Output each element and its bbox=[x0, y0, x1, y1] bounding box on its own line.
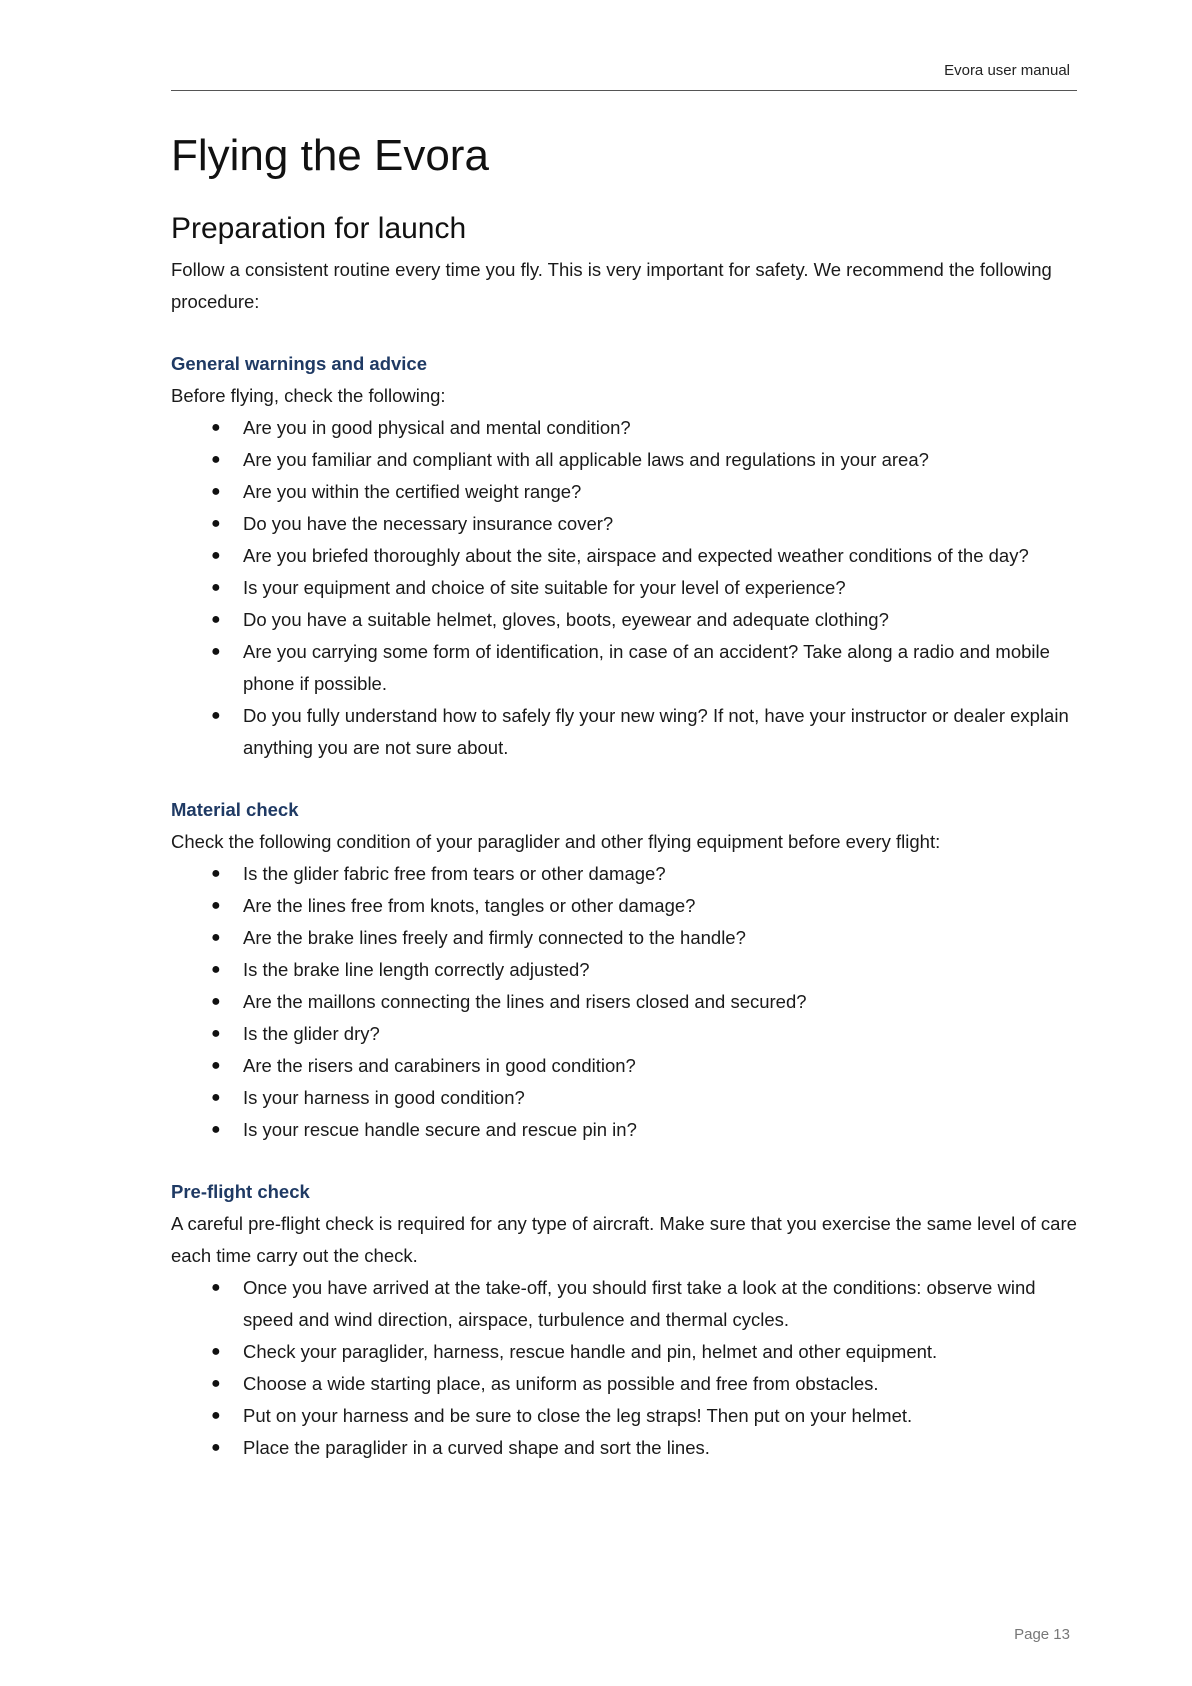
section-intro: Check the following condition of your paraglider and other flying equipment before every flight: bbox=[171, 831, 941, 852]
section-general-warnings bbox=[171, 348, 1077, 764]
list-item bbox=[171, 1336, 1077, 1368]
bullet-icon: ● bbox=[211, 929, 221, 946]
list-item bbox=[171, 890, 1077, 922]
list-item-text: Are you familiar and compliant with all applicable laws and regulations in your area? bbox=[243, 449, 929, 470]
list-item-text: Are the risers and carabiners in good condition? bbox=[243, 1055, 636, 1076]
bullet-icon: ● bbox=[211, 961, 221, 978]
list-item-text: Are you in good physical and mental condition? bbox=[243, 417, 631, 438]
list-item bbox=[171, 1272, 1077, 1336]
list-item bbox=[171, 858, 1077, 890]
list-item-text: Is your harness in good condition? bbox=[243, 1087, 525, 1108]
bullet-icon: ● bbox=[211, 1057, 221, 1074]
bullet-icon: ● bbox=[211, 1407, 221, 1424]
list-item-text: Do you have the necessary insurance cover? bbox=[243, 513, 614, 534]
bullet-icon: ● bbox=[211, 483, 221, 500]
list-item bbox=[171, 1368, 1077, 1400]
bullet-icon: ● bbox=[211, 451, 221, 468]
bullet-icon: ● bbox=[211, 547, 221, 564]
bullet-icon: ● bbox=[211, 1121, 221, 1138]
list-item-text: Is the glider fabric free from tears or other damage? bbox=[243, 863, 666, 884]
list-item bbox=[171, 1114, 1077, 1146]
list-item-text: Check your paraglider, harness, rescue handle and pin, helmet and other equipment. bbox=[243, 1341, 938, 1362]
list-item bbox=[171, 922, 1077, 954]
bullet-icon: ● bbox=[211, 897, 221, 914]
section-intro: Before flying, check the following: bbox=[171, 385, 446, 406]
list-item bbox=[171, 604, 1077, 636]
list-item-text: Are you briefed thoroughly about the site, airspace and expected weather conditions of the day? bbox=[243, 545, 1029, 566]
list-item-text: Once you have arrived at the take-off, you should first take a look at the conditions: observe wind speed and wind direction, airspace, turbulence and thermal cycles. bbox=[243, 1277, 1036, 1330]
list-item-text: Place the paraglider in a curved shape and sort the lines. bbox=[243, 1437, 710, 1458]
list-item bbox=[171, 636, 1077, 700]
bullet-icon: ● bbox=[211, 1343, 221, 1360]
list-item bbox=[171, 1432, 1077, 1464]
list-item bbox=[171, 412, 1077, 444]
list-item-text: Do you have a suitable helmet, gloves, boots, eyewear and adequate clothing? bbox=[243, 609, 889, 630]
section-heading: General warnings and advice bbox=[171, 353, 428, 374]
running-header: Evora user manual bbox=[944, 62, 1070, 79]
list-item-text: Is your rescue handle secure and rescue pin in? bbox=[243, 1119, 637, 1140]
section-title: Preparation for launch bbox=[171, 212, 467, 245]
bullet-icon: ● bbox=[211, 707, 221, 724]
section-pre-flight-check bbox=[171, 1176, 1077, 1464]
bullet-icon: ● bbox=[211, 1025, 221, 1042]
bullet-icon: ● bbox=[211, 419, 221, 436]
intro-paragraph: Follow a consistent routine every time you fly. This is very important for safety. We recommend the following procedure: bbox=[171, 259, 1052, 312]
bullet-icon: ● bbox=[211, 579, 221, 596]
list-item-text: Are the maillons connecting the lines and risers closed and secured? bbox=[243, 991, 807, 1012]
section-heading: Material check bbox=[171, 799, 299, 820]
list-item-text: Is your equipment and choice of site suitable for your level of experience? bbox=[243, 577, 846, 598]
bullet-icon: ● bbox=[211, 611, 221, 628]
bullet-icon: ● bbox=[211, 1089, 221, 1106]
list-item-text: Are the brake lines freely and firmly connected to the handle? bbox=[243, 927, 746, 948]
list-item bbox=[171, 1082, 1077, 1114]
bullet-icon: ● bbox=[211, 643, 221, 660]
bullet-list bbox=[171, 412, 1077, 764]
list-item bbox=[171, 572, 1077, 604]
page-content bbox=[171, 130, 1077, 1464]
list-item bbox=[171, 540, 1077, 572]
list-item-text: Are you within the certified weight range? bbox=[243, 481, 582, 502]
page-title: Flying the Evora bbox=[171, 131, 489, 180]
bullet-icon: ● bbox=[211, 865, 221, 882]
list-item bbox=[171, 1400, 1077, 1432]
list-item bbox=[171, 444, 1077, 476]
list-item bbox=[171, 1050, 1077, 1082]
list-item bbox=[171, 700, 1077, 764]
list-item bbox=[171, 954, 1077, 986]
list-item bbox=[171, 986, 1077, 1018]
section-material-check bbox=[171, 794, 1077, 1146]
list-item bbox=[171, 508, 1077, 540]
list-item-text: Put on your harness and be sure to close the leg straps! Then put on your helmet. bbox=[243, 1405, 913, 1426]
list-item bbox=[171, 476, 1077, 508]
section-heading: Pre-flight check bbox=[171, 1181, 310, 1202]
bullet-icon: ● bbox=[211, 1375, 221, 1392]
bullet-icon: ● bbox=[211, 1279, 221, 1296]
page-number: Page 13 bbox=[1014, 1626, 1070, 1643]
list-item-text: Is the glider dry? bbox=[243, 1023, 380, 1044]
list-item-text: Choose a wide starting place, as uniform as possible and free from obstacles. bbox=[243, 1373, 879, 1394]
header-divider bbox=[171, 90, 1077, 91]
list-item bbox=[171, 1018, 1077, 1050]
list-item-text: Are you carrying some form of identification, in case of an accident? Take along a radio and mobile phone if possible. bbox=[243, 641, 1050, 694]
list-item-text: Are the lines free from knots, tangles or other damage? bbox=[243, 895, 696, 916]
bullet-list bbox=[171, 858, 1077, 1146]
bullet-icon: ● bbox=[211, 993, 221, 1010]
section-intro: A careful pre-flight check is required for any type of aircraft. Make sure that you exercise the same level of care each time carry out the check. bbox=[171, 1213, 1077, 1266]
bullet-icon: ● bbox=[211, 1439, 221, 1456]
bullet-icon: ● bbox=[211, 515, 221, 532]
list-item-text: Is the brake line length correctly adjusted? bbox=[243, 959, 590, 980]
list-item-text: Do you fully understand how to safely fly your new wing? If not, have your instructor or dealer explain anything you are not sure about. bbox=[243, 705, 1069, 758]
bullet-list bbox=[171, 1272, 1077, 1464]
